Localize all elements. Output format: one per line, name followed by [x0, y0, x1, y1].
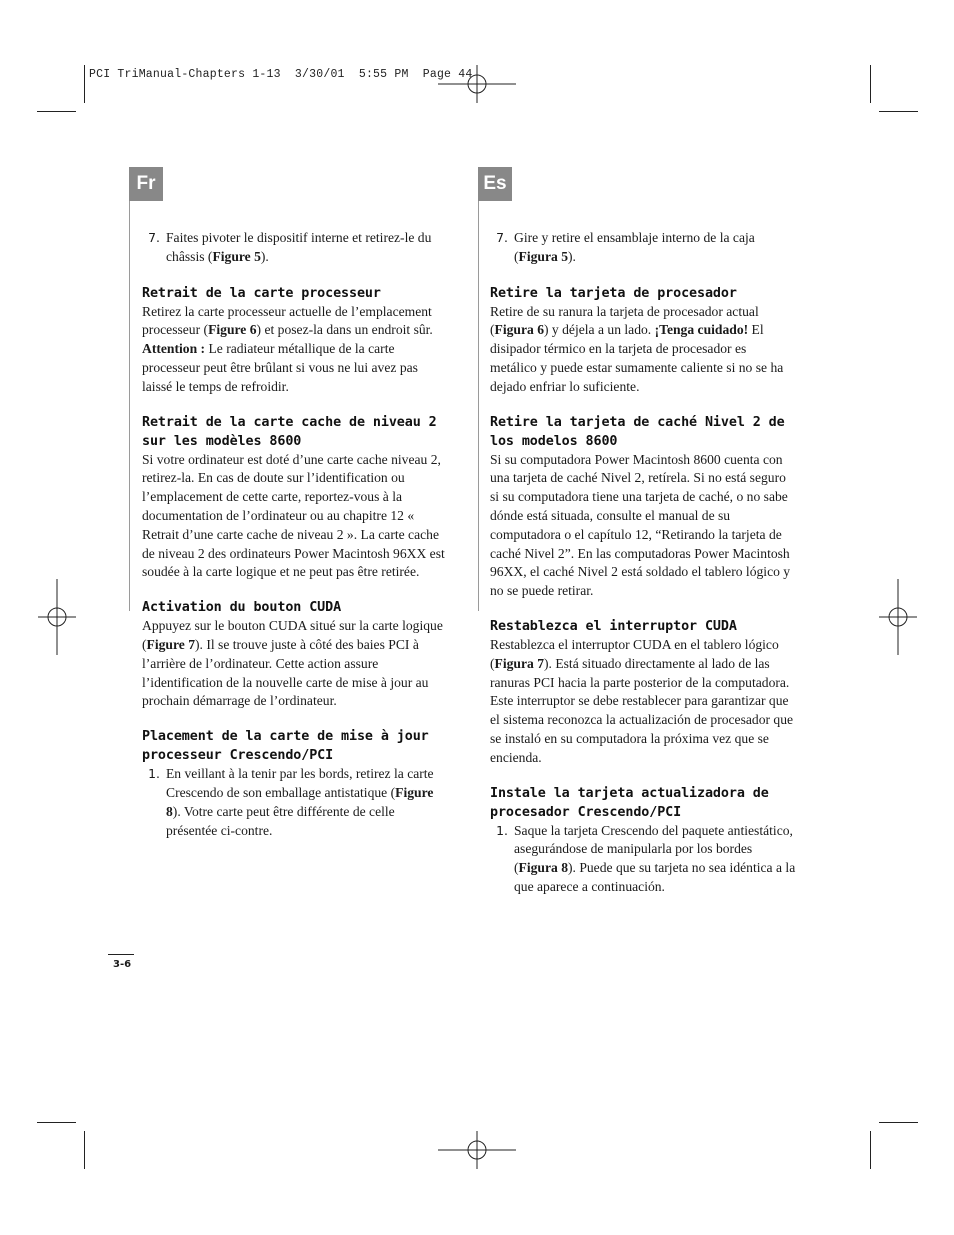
column-rule-fr	[129, 201, 130, 611]
column-spanish	[484, 229, 796, 897]
es-step-1	[484, 822, 796, 897]
crop-mark-tl-h	[37, 111, 76, 112]
fr-body-retrait-carte-processeur: Retirez la carte processeur actuelle de l’emplacement processeur (Figure 6) et posez-la dans un endroit sûr. Attention : Le radiateur métallique de la carte processeur peut être brûlant si vous ne lui avez pas laissé le temps de refroidir.	[142, 303, 433, 394]
crop-mark-bl-h	[37, 1122, 76, 1123]
fr-step-7	[136, 229, 448, 267]
es-body-retire-cache-nivel-2: Si su computadora Power Macintosh 8600 cuenta con una tarjeta de caché Nivel 2, retírela. Si no está seguro si su computadora tiene una tarjeta de caché, o no sabe dónde está situada, consulte el manual de su computadora o el capítulo 12, “Retirando la tarjeta de caché Nivel 2”. En las computadoras Power Macintosh 96XX, el caché Nivel 2 está soldado el tablero lógico y no se puede retirar.	[490, 451, 791, 599]
column-french	[136, 229, 448, 840]
es-step-7-number: 7.	[496, 230, 508, 245]
language-tab-es	[478, 167, 512, 201]
es-heading-retire-cache-nivel-2: Retire la tarjeta de caché Nivel 2 de los modelos 8600	[490, 414, 785, 449]
es-heading-retire-tarjeta-procesador: Retire la tarjeta de procesador	[490, 285, 737, 301]
folio-rule	[108, 954, 134, 955]
crop-mark-tr-h	[879, 111, 918, 112]
es-step-7	[484, 229, 796, 267]
es-step-1-text: Saque la tarjeta Crescendo del paquete antiestático, asegurándose de manipularla por los bordes (Figura 8). Puede que su tarjeta no sea idéntica a la que aparece a continuación.	[514, 822, 796, 894]
registration-mark-top	[438, 65, 516, 103]
es-heading-restablezca-cuda: Restablezca el interruptor CUDA	[490, 618, 737, 634]
es-step-1-number: 1.	[496, 822, 508, 838]
registration-mark-bottom	[438, 1131, 516, 1169]
language-tab-fr-label: Fr	[136, 173, 156, 194]
fr-step-1	[136, 765, 448, 840]
es-heading-instale-tarjeta: Instale la tarjeta actualizadora de procesador Crescendo/PCI	[490, 785, 769, 820]
crop-mark-br-h	[879, 1122, 918, 1123]
es-step-7-text: Gire y retire el ensamblaje interno de la caja (Figura 5).	[514, 230, 755, 264]
fr-body-activation-cuda: Appuyez sur le bouton CUDA situé sur la carte logique (Figure 7). Il se trouve juste à côté des baies PCI à l’arrière de l’ordinateur. Cette action assure l’identification de la nouvelle carte de mise à jour au prochain démarrage de l’ordinateur.	[142, 618, 443, 709]
fr-step-7-text: Faites pivoter le dispositif interne et retirez-le du châssis (Figure 5).	[166, 230, 432, 264]
fr-body-retrait-cache-niveau-2: Si votre ordinateur est doté d’une carte cache niveau 2, retirez-la. En cas de doute sur l’identification ou l’emplacement de cette carte, reportez-vous à la documentation de l’ordinateur ou au chapitre 12 « Retrait d’une carte cache de niveau 2 ». La carte cache de niveau 2 des ordinateurs Power Macintosh 96XX est soudée à la carte logique et ne peut pas être retirée.	[142, 451, 445, 580]
fr-step-7-number: 7.	[148, 230, 160, 245]
crop-mark-br-v	[870, 1131, 871, 1169]
es-body-retire-tarjeta-procesador: Retire de su ranura la tarjeta de procesador actual (Figura 6) y déjela a un lado. ¡Tenga cuidado! El disipador térmico en la tarjeta de procesador es metálico y puede estar sumamente caliente si no se ha dejado enfriar lo suficiente.	[490, 303, 784, 394]
crop-mark-tr-v	[870, 65, 871, 103]
fr-heading-retrait-carte-processeur: Retrait de la carte processeur	[142, 285, 381, 301]
crop-mark-tl-v	[84, 65, 85, 103]
language-tab-fr	[129, 167, 163, 201]
fr-step-1-number: 1.	[148, 766, 160, 782]
fr-heading-placement-carte: Placement de la carte de mise à jour processeur Crescendo/PCI	[142, 729, 429, 764]
fr-step-1-text: En veillant à la tenir par les bords, retirez la carte Crescendo de son emballage antistatique (Figure 8). Votre carte peut être différente de celle présentée ci-contre.	[166, 766, 434, 838]
page-number: 3-6	[113, 959, 132, 970]
column-rule-es	[478, 201, 479, 611]
language-tab-es-label: Es	[483, 173, 507, 194]
fr-heading-retrait-cache-niveau-2: Retrait de la carte cache de niveau 2 sur les modèles 8600	[142, 414, 437, 449]
registration-mark-left	[38, 579, 76, 655]
printer-slug: PCI TriManual-Chapters 1-13 3/30/01 5:55 PM Page 44	[89, 68, 473, 81]
fr-heading-activation-cuda: Activation du bouton CUDA	[142, 600, 342, 616]
es-body-restablezca-cuda: Restablezca el interruptor CUDA en el tablero lógico (Figura 7). Está situado directamente al lado de las ranuras PCI hacia la parte posterior de la computadora. Este interruptor se debe restablecer para garantizar que el sistema reconozca la actualización de procesador que se instaló en su computadora la próxima vez que se encienda.	[490, 636, 794, 765]
crop-mark-bl-v	[84, 1131, 85, 1169]
registration-mark-right	[879, 579, 917, 655]
